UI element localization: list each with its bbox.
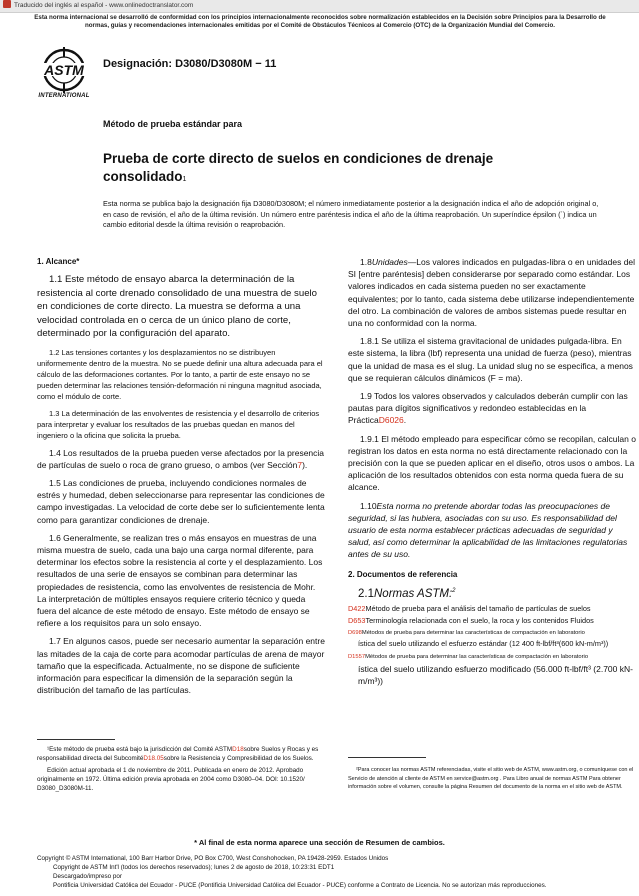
para-1-6: 1.6 Generalmente, se realizan tres o más ensayos en muestras de una misma muestra de suelo, cada una bajo una carga normal diferente, para determinar los efectos sobre la resistencia al corte y el desplazamiento. Los resultados de una serie de ensayos se combinan para determinar las propiedades de resistencia, como las envolventes de resistencia de Mohr. La interpretación de múltiples ensayos requiere criterio técnico y queda fuera del alcance de este método de ensayo. Este método de ensayo se refiere a los requisitos para un solo ensayo. [37, 532, 323, 629]
sec-2-1-label: Normas ASTM: [374, 587, 453, 600]
sec-2-1-footnote-mark: 2 [452, 587, 456, 594]
edition-note: Edición actual aprobada el 1 de noviembre de 2011. Publicada en enero de 2012. Aprobado originalmente en 1972. Última edición previa aprobada en 2004 como D3080–04. DOI: 10.1520/ D3080_D3080M-11. [37, 767, 305, 792]
para-1-9 [348, 390, 637, 427]
para-1-7: 1.7 En algunos casos, puede ser necesario aumentar la separación entre las mitades de la caja de corte para acomodar partículas de arena de mayor tamaño que la especificada. Actualmente, no se dispone de suficiente información para especificar la dimensión de la separación según la distribución del tamaño de las partículas. [37, 636, 325, 696]
para-1-8-1: 1.8.1 Se utiliza el sistema gravitacional de unidades pulgada-libra. En este sistema, la libra (lbf) representa una unidad de fuerza (peso), mientras que la unidad de masa es el slug. La unidad slug no se especifica, a menos que se requieran cálculos dinámicos (F = ma). [348, 336, 633, 383]
footnotes-right [348, 766, 638, 792]
para-1-1: 1.1 Este método de ensayo abarca la determinación de la resistencia al corte drenado consolidado de una muestra de suelo en condiciones de corte directo. La muestra se deforma a una velocidad controlada en o cerca de un único plano de corte, determinado por la configuración del aparato. [37, 274, 317, 339]
astm-logo-icon [38, 45, 90, 95]
para-1-2: 1.2 Las tensiones cortantes y los desplazamientos no se distribuyen uniformemente dentro de la muestra. No se puede definir una altura adecuada para el cálculo de las deformaciones cortantes. Por lo tanto, a partir de este ensayo no se pueden determinar las relaciones tensión-deformación ni ninguna magnitud asociada, como el módulo de corte. [37, 347, 323, 401]
translation-banner-text[interactable]: Traducido del inglés al español - www.onlinedoctranslator.com [14, 2, 194, 9]
para-1-8-label: Unidades [371, 257, 408, 267]
standard-subtitle: Método de prueba estándar para [103, 119, 243, 129]
license-line: Copyright de ASTM Int'l (todos los derechos reservados); lunes 2 de agosto de 2018, 10:23:31 EDT1 [53, 864, 335, 871]
standard-title [103, 150, 543, 189]
ref-item [348, 629, 637, 637]
footnote-rule-right [348, 757, 426, 758]
footnote-1-text: ¹Este método de prueba está bajo la jurisdicción del Comité ASTM [47, 746, 233, 753]
ref-continuation: ística del suelo utilizando el esfuerzo estándar (12 400 ft-lbf/ft³(600 kN-m/m³)) [358, 638, 609, 648]
logo-caption: INTERNATIONAL [38, 93, 90, 99]
licensee-line: Pontificia Universidad Católica del Ecuador - PUCE (Pontificia Universidad Católica del Ecuador - PUCE) conforme a Contrato de Licencia. No se autorizan más reproducciones. [53, 882, 547, 889]
copyright-block [37, 854, 627, 890]
designation: Designación: D3080/D3080M − 11 [103, 58, 277, 70]
para-1-10-num: 1.10 [360, 500, 377, 511]
title-text: Prueba de corte directo de suelos en condiciones de drenaje consolidado [103, 151, 494, 184]
para-1-4-text: 1.4 Los resultados de la prueba pueden verse afectados por la presencia de partículas de suelo o roca de grano grueso, o ambos (ver Sección [37, 447, 325, 470]
translator-icon [3, 0, 11, 8]
footnote-1-text-2: sobre Suelos y Rocas y es responsabilidad directa del Subcomité [37, 746, 319, 762]
section-1-heading: 1. Alcance* [37, 257, 80, 266]
ref-title: Terminología relacionada con el suelo, la roca y los contenidos Fluidos [365, 616, 594, 625]
footnote-rule-left [37, 739, 115, 740]
para-1-5: 1.5 Las condiciones de prueba, incluyendo condiciones normales de estrés y humedad, deben seleccionarse para representar las condiciones de campo investigadas. La velocidad de corte debe ser lo suficientemente lenta como para garantizar condiciones de drenaje. [37, 477, 325, 525]
title-footnote-mark: 1 [182, 176, 187, 183]
section-7-link[interactable]: 7 [297, 459, 303, 470]
astm-standards-heading [358, 586, 637, 600]
para-1-10 [348, 500, 637, 561]
para-1-8-text: —Los valores indicados en pulgadas-libra o en unidades del SI [entre paréntesis] deben considerarse por separado como estándar. Los valores indicados en cada sistema pueden no ser exactamente equivalentes; por lo tanto, cada sistema debe utilizarse independientemente del otro. La combinación de valores de ambos sistemas puede resultar en una no conformidad con la norma. [348, 257, 636, 329]
ref-continuation: ística del suelo utilizando esfuerzo modificado (56.000 ft-lbf/ft³ (2.700 kN-m/m³)) [358, 664, 633, 686]
ref-title: Método de prueba para el análisis del tamaño de partículas de suelos [365, 603, 591, 613]
ref-item [348, 653, 637, 661]
sec-2-1-num: 2.1 [358, 587, 374, 600]
designation-note: Esta norma se publica bajo la designación fija D3080/D3080M; el número inmediatamente posterior a la designación indica el año de adopción original o, en caso de revisión, el año de la última revisión. Un número entre paréntesis indica el año de la última reaprobación. Un superíndice épsilon (´) indica un cambio editorial desde la última revisión o reaprobación. [103, 199, 599, 229]
footnotes-left [37, 745, 327, 796]
para-1-4-end: ). [302, 459, 308, 470]
section-2-heading: 2. Documentos de referencia [348, 569, 458, 579]
summary-of-changes-note: * Al final de esta norma aparece una sección de Resumen de cambios. [194, 838, 445, 847]
d18-05-link[interactable]: D18.05 [143, 755, 164, 762]
d18-link[interactable]: D18 [232, 746, 244, 753]
para-1-10-text: Esta norma no pretende abordar todas las preocupaciones de seguridad, si las hubiera, asociadas con su uso. Es responsabilidad del usuario de esta norma establecer prácticas adecuadas de seguridad y salud, así como determinar la aplicabilidad de las limitaciones regulatorias antes de su uso. [348, 500, 628, 560]
para-1-9-end: . [403, 415, 407, 426]
para-1-8 [348, 256, 637, 329]
footnote-1-text-3: sobre la Resistencia y Compresibilidad de los Suelos. [163, 755, 314, 762]
para-1-9-1: 1.9.1 El método empleado para especificar cómo se recopilan, calculan o registran los datos en esta norma no está directamente relacionado con la precisión con la que se pueden aplicar en el diseño, otros usos o ambos. La aplicación de los resultados obtenidos con esta norma queda fuera de su alcance. [348, 433, 636, 493]
para-1-3: 1.3 La determinación de las envolventes de resistencia y el desarrollo de criterios para interpretar y evaluar los resultados de las pruebas quedan en manos del ingeniero o la oficina que solicita la prueba. [37, 408, 320, 440]
left-column [37, 256, 325, 702]
d6026-link[interactable]: D6026 [378, 415, 404, 426]
ref-title: Métodos de prueba para determinar las características de compactación en laboratorio [365, 654, 589, 660]
ref-code-link[interactable]: D1557 [348, 654, 366, 660]
copyright-line: Copyright © ASTM International, 100 Barr Harbor Drive, PO Box C700, West Conshohocken, PA 19428-2959. Estados Unidos [37, 855, 389, 862]
para-1-4 [37, 447, 325, 471]
para-1-8-num: 1.8 [360, 257, 372, 267]
download-line: Descargado/impreso por [53, 873, 122, 880]
ref-code-link[interactable]: D653 [348, 616, 366, 625]
translation-banner[interactable] [0, 0, 639, 13]
para-1-9-text: 1.9 Todos los valores observados y calculados deberán cumplir con las pautas para dígitos significativos y redondeo establecidas en la Práctica [348, 391, 628, 426]
footnote-1 [37, 745, 327, 763]
ref-code-link[interactable]: D422 [348, 603, 366, 613]
preamble: Esta norma internacional se desarrolló de conformidad con los principios internacionalmente reconocidos sobre normalización establecidos en la Decisión sobre Principios para la Desarrollo de normas, guías y recomendaciones internacionales emitidas por el Comité de Obstáculos Técnicos al Comercio (OTC) de la Organización Mundial del Comercio. [34, 14, 606, 29]
right-column [348, 256, 637, 689]
footnote-2: ²Para conocer las normas ASTM referenciadas, visite el sitio web de ASTM, www.astm.org, o comuníquese con el Servicio de atención al cliente de ASTM en service@astm.org . Para Libro anual de normas ASTM Para obtener información sobre el volumen, consulte la página Resumen del documento de la norma en el sitio web de ASTM. [348, 767, 634, 790]
ref-item [348, 604, 637, 615]
ref-code-link[interactable]: D698 [348, 629, 362, 636]
ref-title: Métodos de prueba para determinar las características de compactación en laboratorio [361, 629, 585, 636]
svg-text:ASTM: ASTM [44, 62, 84, 78]
ref-item [348, 616, 637, 627]
